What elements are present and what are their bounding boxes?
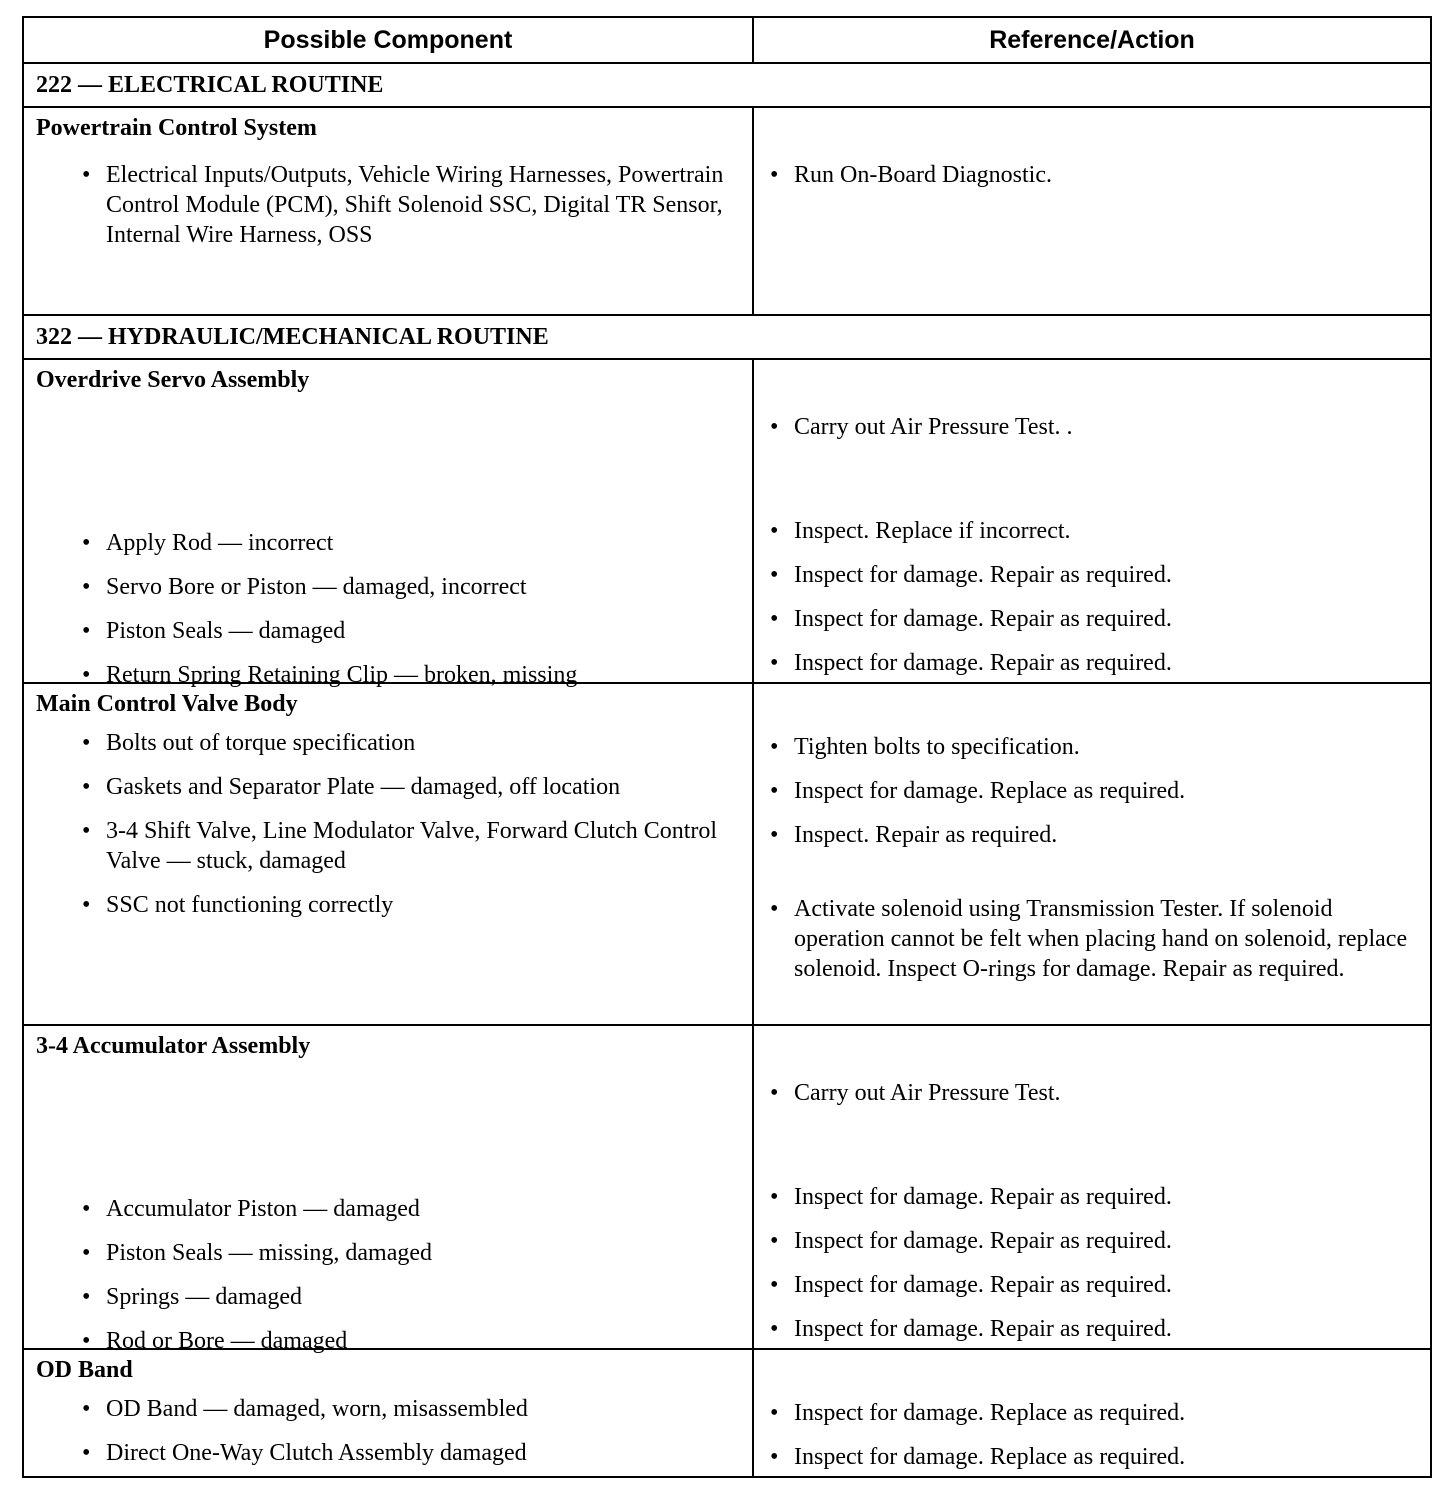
action-item: • Inspect for damage. Replace as required.	[770, 778, 1186, 804]
action-item: • Inspect for damage. Repair as required.	[770, 1184, 1172, 1210]
action-item: • Inspect for damage. Repair as required.	[770, 606, 1172, 632]
group-row	[24, 1026, 1430, 1354]
group-row	[24, 1350, 1430, 1476]
section-row	[24, 316, 1430, 360]
action-item: • Inspect for damage. Repair as required.	[770, 562, 1172, 588]
component-item: • Return Spring Retaining Clip — broken, missing	[82, 662, 578, 688]
component-item: • Bolts out of torque specification	[82, 730, 416, 756]
action-item: • Inspect for damage. Replace as required.	[770, 1444, 1186, 1470]
group-title: Main Control Valve Body	[36, 691, 298, 717]
group-title: Overdrive Servo Assembly	[36, 367, 310, 393]
component-item: • 3-4 Shift Valve, Line Modulator Valve, Forward Clutch Control Valve — stuck, damaged	[82, 818, 718, 874]
group-row	[24, 360, 1430, 688]
action-item: • Activate solenoid using Transmission Tester. If solenoid operation cannot be felt when placing hand on solenoid, replace solenoid. Inspect O-rings for damage. Repair as required.	[770, 896, 1408, 982]
action-item: • Carry out Air Pressure Test.	[770, 1080, 1061, 1106]
component-item: • Direct One-Way Clutch Assembly damaged	[82, 1440, 527, 1466]
header-reference-action: Reference/Action	[989, 26, 1195, 54]
action-item: • Inspect for damage. Repair as required.	[770, 1316, 1172, 1342]
component-item: • Accumulator Piston — damaged	[82, 1196, 420, 1222]
group-title: Powertrain Control System	[36, 115, 317, 141]
header-possible-component: Possible Component	[24, 18, 754, 62]
component-item: • SSC not functioning correctly	[82, 892, 394, 918]
action-item: • Run On-Board Diagnostic.	[770, 162, 1052, 188]
group-title: OD Band	[36, 1357, 133, 1383]
component-item: • Piston Seals — damaged	[82, 618, 346, 644]
section-title: 222 — ELECTRICAL ROUTINE	[36, 72, 384, 98]
action-item: • Inspect. Replace if incorrect.	[770, 518, 1071, 544]
component-item: • Electrical Inputs/Outputs, Vehicle Wiring Harnesses, Powertrain Control Module (PCM), Shift Solenoid SSC, Digital TR Sensor, Internal Wire Harness, OSS	[82, 162, 724, 248]
action-item: • Inspect for damage. Repair as required.	[770, 1228, 1172, 1254]
group-row	[24, 684, 1430, 1026]
component-item: • Rod or Bore — damaged	[82, 1328, 348, 1354]
group-title: 3-4 Accumulator Assembly	[36, 1033, 311, 1059]
action-item: • Inspect for damage. Repair as required.	[770, 1272, 1172, 1298]
action-item: • Inspect for damage. Replace as required.	[770, 1400, 1186, 1426]
group-row	[24, 108, 1430, 316]
section-title: 322 — HYDRAULIC/MECHANICAL ROUTINE	[36, 324, 549, 350]
table-header	[24, 18, 1430, 64]
component-item: • OD Band — damaged, worn, misassembled	[82, 1396, 528, 1422]
action-item: • Inspect. Repair as required.	[770, 822, 1058, 848]
component-item: • Servo Bore or Piston — damaged, incorrect	[82, 574, 527, 600]
component-item: • Apply Rod — incorrect	[82, 530, 334, 556]
diagnostic-table	[22, 16, 1432, 1478]
section-row	[24, 64, 1430, 108]
component-item: • Gaskets and Separator Plate — damaged, off location	[82, 774, 621, 800]
component-item: • Piston Seals — missing, damaged	[82, 1240, 432, 1266]
action-item: • Inspect for damage. Repair as required.	[770, 650, 1172, 676]
action-item: • Tighten bolts to specification.	[770, 734, 1080, 760]
action-item: • Carry out Air Pressure Test. .	[770, 414, 1073, 440]
component-item: • Springs — damaged	[82, 1284, 302, 1310]
